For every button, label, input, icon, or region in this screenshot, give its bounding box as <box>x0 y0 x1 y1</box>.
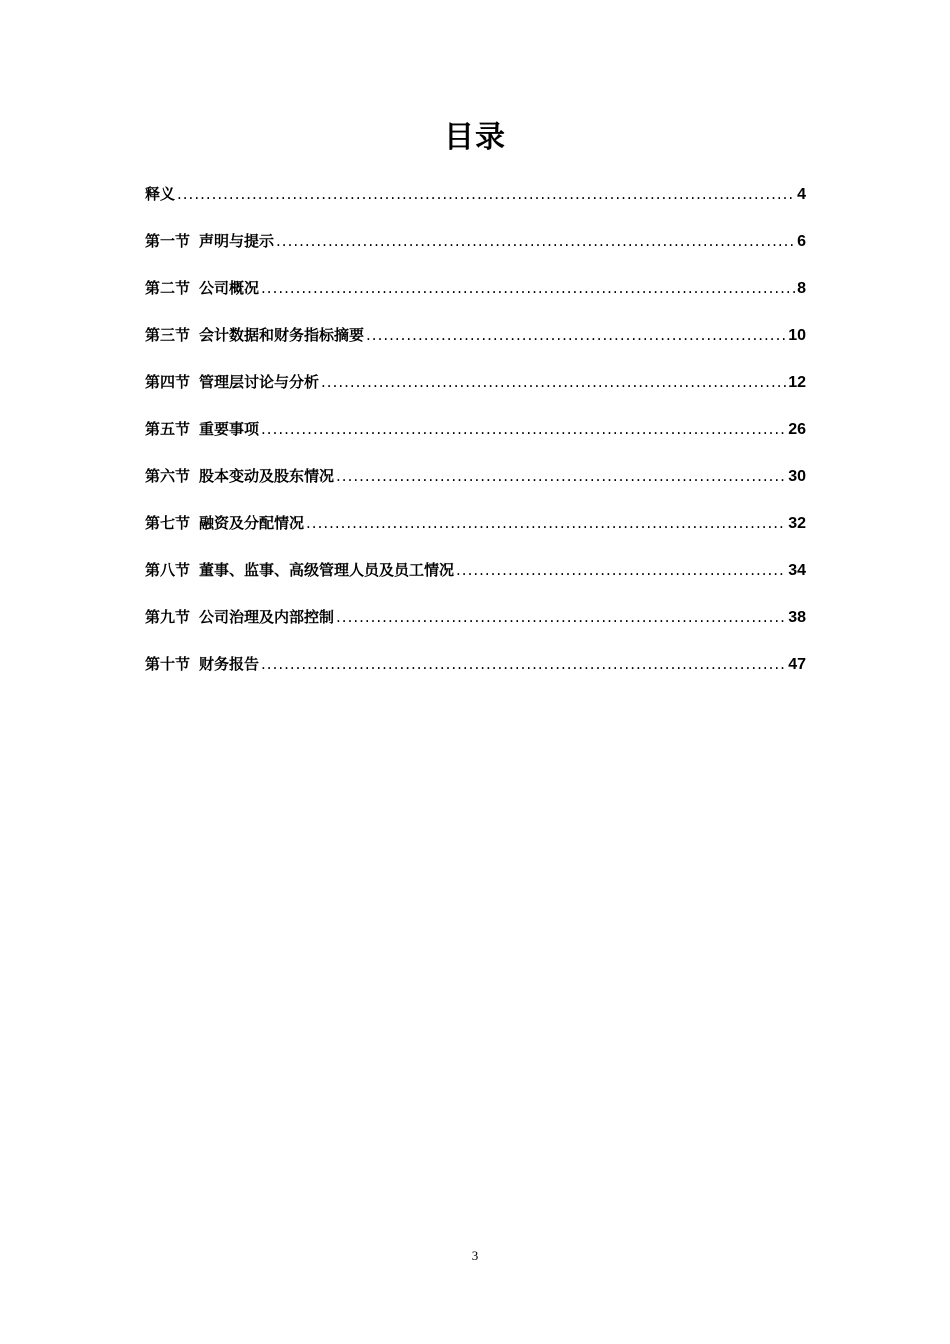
toc-entry-label <box>145 415 259 443</box>
toc-entry-section-4[interactable] <box>145 368 806 415</box>
toc-entry-title: 公司概况 <box>199 279 260 297</box>
toc-entry-label <box>145 274 259 302</box>
toc-entry-label <box>145 509 304 537</box>
toc-entry-page: 12 <box>788 374 806 391</box>
toc-dot-leader <box>321 368 786 396</box>
toc-entry-title: 重要事项 <box>199 420 260 438</box>
toc-entry-section-8[interactable] <box>145 556 806 603</box>
toc-entry-section: 第三节 <box>145 326 191 344</box>
toc-entry-label <box>145 227 274 255</box>
toc-entry-section: 第九节 <box>145 608 191 626</box>
toc-entry-label <box>145 368 319 396</box>
toc-entry-section-3[interactable] <box>145 321 806 368</box>
toc-entry-section-2[interactable] <box>145 274 806 321</box>
toc-entry-label <box>145 603 334 631</box>
toc-entry-label <box>145 321 364 349</box>
toc-entry-title: 董事、监事、高级管理人员及员工情况 <box>199 561 455 579</box>
toc-entry-page: 8 <box>797 280 806 297</box>
toc-entry-section-9[interactable] <box>145 603 806 650</box>
toc-entry-section: 第五节 <box>145 420 191 438</box>
toc-entry-page: 32 <box>788 515 806 532</box>
toc-entry-label <box>145 556 454 584</box>
toc-entry-section: 第十节 <box>145 655 191 673</box>
toc-entry-section: 第八节 <box>145 561 191 579</box>
toc-entry-definitions[interactable] <box>145 180 806 227</box>
toc-entry-label <box>145 650 259 678</box>
toc-entry-page: 26 <box>788 421 806 438</box>
toc-entry-page: 34 <box>788 562 806 579</box>
toc-entry-title: 会计数据和财务指标摘要 <box>199 326 365 344</box>
toc-entry-section: 第四节 <box>145 373 191 391</box>
toc-dot-leader <box>261 650 786 678</box>
toc-entry-section-7[interactable] <box>145 509 806 556</box>
toc-entry-title: 声明与提示 <box>199 232 275 250</box>
toc-entry-title: 融资及分配情况 <box>199 514 305 532</box>
toc-dot-leader <box>306 509 786 537</box>
page-number: 3 <box>471 1248 479 1263</box>
table-of-contents <box>145 180 806 697</box>
toc-dot-leader <box>261 274 795 302</box>
toc-dot-leader <box>336 603 786 631</box>
toc-entry-section-10[interactable] <box>145 650 806 697</box>
toc-dot-leader <box>276 227 795 255</box>
toc-entry-page: 47 <box>788 656 806 673</box>
toc-entry-section-5[interactable] <box>145 415 806 462</box>
toc-entry-page: 10 <box>788 327 806 344</box>
toc-entry-section: 第六节 <box>145 467 191 485</box>
toc-entry-title: 股本变动及股东情况 <box>199 467 335 485</box>
toc-dot-leader <box>456 556 786 584</box>
toc-entry-section: 第七节 <box>145 514 191 532</box>
page-title: 目录 <box>444 120 506 155</box>
toc-entry-title: 公司治理及内部控制 <box>199 608 335 626</box>
toc-dot-leader <box>366 321 786 349</box>
toc-dot-leader <box>336 462 786 490</box>
toc-entry-label <box>145 462 334 490</box>
toc-entry-title: 管理层讨论与分析 <box>199 373 320 391</box>
toc-entry-section: 第二节 <box>145 279 191 297</box>
toc-entry-section: 第一节 <box>145 232 191 250</box>
toc-entry-page: 38 <box>788 609 806 626</box>
toc-dot-leader <box>177 180 795 208</box>
toc-entry-section-6[interactable] <box>145 462 806 509</box>
toc-entry-title: 释义 <box>145 185 176 203</box>
toc-entry-section-1[interactable] <box>145 227 806 274</box>
toc-entry-page: 6 <box>797 233 806 250</box>
toc-entry-page: 30 <box>788 468 806 485</box>
toc-entry-title: 财务报告 <box>199 655 260 673</box>
toc-entry-page: 4 <box>797 186 806 203</box>
toc-dot-leader <box>261 415 786 443</box>
